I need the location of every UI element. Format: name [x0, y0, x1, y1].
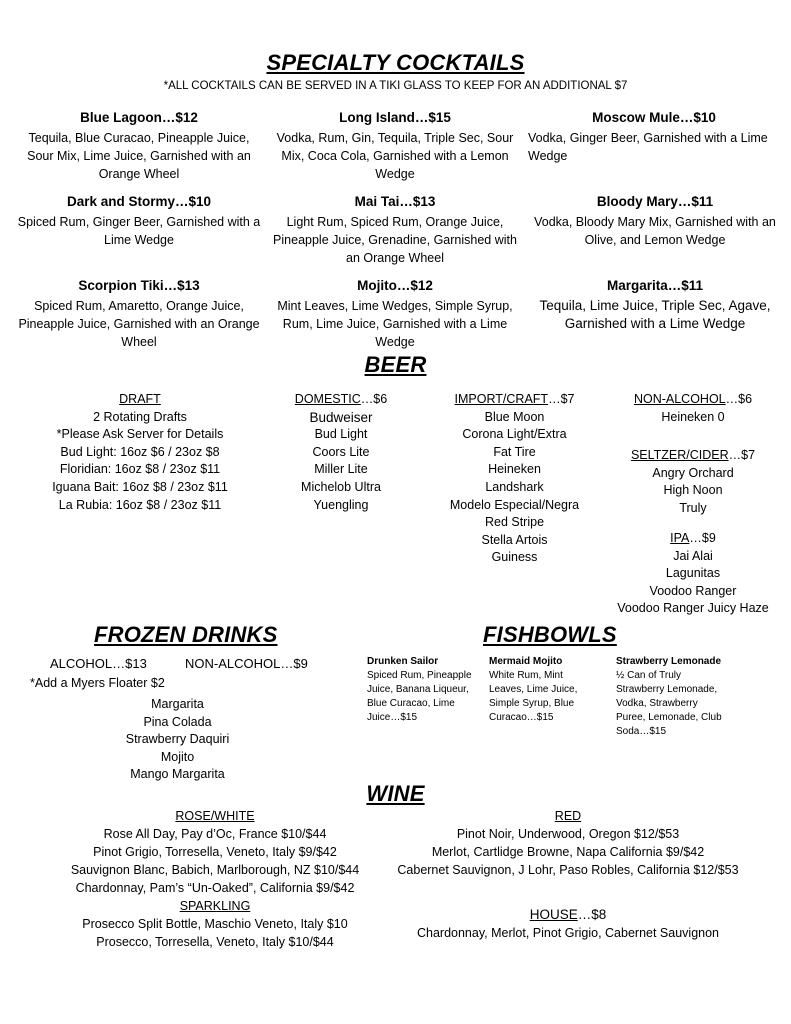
draft-heading: DRAFT — [119, 392, 161, 406]
wine-line: Chardonnay, Pam’s “Un-Oaked”, California $9/$42 — [75, 881, 355, 895]
seltzer-line: High Noon — [663, 483, 723, 498]
fishbowl-desc: Soda…$15 — [616, 726, 667, 737]
cocktail-name: Moscow Mule…$10 — [592, 110, 716, 125]
cocktails-note: *ALL COCKTAILS CAN BE SERVED IN A TIKI GLASS TO KEEP FOR AN ADDITIONAL $7 — [163, 80, 628, 92]
cocktail-name: Long Island…$15 — [339, 110, 451, 125]
cocktail-item — [270, 193, 520, 267]
wine-line: Merlot, Cartlidge Browne, Napa California $9/$42 — [431, 845, 705, 859]
draft-line: Bud Light: 16oz $6 / 23oz $8 — [60, 444, 220, 459]
cocktail-item — [270, 277, 520, 351]
ipa-section — [602, 530, 784, 618]
domestic-price: …$6 — [360, 392, 388, 406]
ipa-line: Lagunitas — [665, 566, 721, 581]
frozen-title: FROZEN DRINKS — [94, 622, 278, 647]
draft-line: *Please Ask Server for Details — [56, 427, 224, 442]
red-heading: RED — [554, 809, 582, 823]
cocktail-desc: Spiced Rum, Amaretto, Orange Juice, Pineapple Juice, Garnished with an Orange Wheel — [18, 299, 260, 349]
cocktail-item — [270, 109, 520, 183]
beer-title: BEER — [364, 352, 427, 377]
ipa-price: …$9 — [689, 531, 716, 545]
seltzer-section — [612, 447, 774, 517]
cocktail-desc: Vodka, Rum, Gin, Tequila, Triple Sec, Sour Mix, Coca Cola, Garnished with a Lemon Wedge — [276, 131, 514, 181]
ipa-line: Jai Alai — [673, 548, 713, 563]
import-line: Red Stripe — [484, 515, 545, 530]
domestic-section — [270, 391, 412, 514]
fishbowl-item — [616, 655, 756, 739]
cocktail-name: Dark and Stormy…$10 — [66, 194, 212, 209]
domestic-line: Coors Lite — [312, 444, 370, 459]
cocktail-desc: Vodka, Ginger Beer, Garnished with a Lime Wedge — [528, 131, 768, 163]
fishbowl-desc: ½ Can of Truly — [616, 670, 682, 681]
frozen-item: Mango Margarita — [130, 767, 225, 782]
seltzer-price: …$7 — [728, 448, 756, 462]
cocktail-name: Mai Tai…$13 — [354, 194, 436, 209]
frozen-item: Margarita — [151, 697, 204, 711]
ipa-line: Voodoo Ranger Juicy Haze — [617, 601, 769, 616]
wine-rose-white-section — [40, 807, 390, 951]
frozen-item: Mojito — [160, 749, 195, 764]
frozen-floater-note: *Add a Myers Floater $2 — [30, 676, 165, 690]
non-alcohol-heading: NON-ALCOHOL — [633, 392, 726, 406]
draft-line: 2 Rotating Drafts — [93, 409, 187, 424]
cocktail-name: Blue Lagoon…$12 — [80, 110, 198, 125]
domestic-line: Yuengling — [313, 497, 369, 512]
import-line: Modelo Especial/Negra — [449, 497, 580, 512]
draft-section — [20, 391, 260, 514]
fishbowl-desc: Leaves, Lime Juice, — [489, 684, 578, 695]
domestic-heading: DOMESTIC — [294, 392, 361, 406]
fishbowl-desc: Juice…$15 — [367, 712, 418, 723]
fishbowl-desc: White Rum, Mint — [489, 670, 563, 681]
frozen-non-alcohol-price: NON-ALCOHOL…$9 — [185, 656, 308, 671]
draft-line: Floridian: 16oz $8 / 23oz $11 — [59, 462, 221, 477]
fishbowl-desc: Puree, Lemonade, Club — [616, 712, 722, 723]
seltzer-line: Angry Orchard — [652, 465, 734, 480]
fishbowl-name: Strawberry Lemonade — [616, 656, 722, 667]
domestic-line: Miller Lite — [314, 462, 368, 477]
cocktail-name: Mojito…$12 — [357, 278, 433, 293]
wine-line: Pinot Noir, Underwood, Oregon $12/$53 — [456, 827, 680, 841]
fishbowl-desc: Vodka, Strawberry — [616, 698, 698, 709]
fishbowl-desc: Spiced Rum, Pineapple — [367, 670, 472, 681]
fishbowl-desc: Blue Curacao, Lime — [367, 698, 455, 709]
wine-line: Chardonnay, Merlot, Pinot Grigio, Cabernet Sauvignon — [416, 926, 720, 940]
wine-line: Prosecco, Torresella, Veneto, Italy $10/$44 — [96, 935, 334, 949]
draft-line: Iguana Bait: 16oz $8 / 23oz $11 — [52, 479, 228, 494]
import-line: Corona Light/Extra — [462, 427, 567, 442]
draft-line: La Rubia: 16oz $8 / 23oz $11 — [58, 497, 222, 512]
house-price: …$8 — [577, 907, 607, 922]
cocktail-desc: Light Rum, Spiced Rum, Orange Juice, Pineapple Juice, Grenadine, Garnished with an Orange Wheel — [273, 215, 517, 265]
cocktail-item — [528, 109, 780, 165]
import-line: Guiness — [491, 550, 538, 565]
cocktail-name: Margarita…$11 — [606, 278, 704, 293]
domestic-line: Michelob Ultra — [301, 479, 381, 494]
cocktail-name: Scorpion Tiki…$13 — [78, 278, 200, 293]
seltzer-heading: SELTZER/CIDER — [630, 448, 729, 462]
frozen-item: Strawberry Daquiri — [125, 732, 230, 747]
frozen-item: Pina Colada — [143, 714, 212, 729]
fishbowl-desc: Strawberry Lemonade, — [616, 684, 718, 695]
ipa-heading: IPA — [670, 531, 690, 545]
cocktail-item — [14, 277, 264, 351]
wine-red-section — [388, 807, 748, 879]
import-price: …$7 — [548, 392, 575, 406]
import-heading: IMPORT/CRAFT — [454, 392, 549, 406]
frozen-alcohol-price: ALCOHOL…$13 — [50, 656, 147, 671]
cocktail-item — [530, 277, 780, 333]
non-alcohol-section — [612, 391, 774, 426]
wine-line: Pinot Grigio, Torresella, Veneto, Italy $9/$42 — [93, 845, 337, 859]
rose-white-heading: ROSE/WHITE — [175, 809, 255, 823]
wine-line: Sauvignon Blanc, Babich, Marlborough, NZ $10/$44 — [70, 863, 360, 877]
domestic-line: Bud Light — [314, 427, 368, 442]
fishbowl-item — [367, 655, 487, 725]
wine-line: Cabernet Sauvignon, J Lohr, Paso Robles, California $12/$53 — [397, 863, 739, 877]
domestic-line: Budweiser — [309, 409, 373, 425]
non-alcohol-line: Heineken 0 — [661, 409, 725, 424]
cocktail-desc: Spiced Rum, Ginger Beer, Garnished with a Lime Wedge — [17, 215, 261, 247]
house-heading: HOUSE — [529, 907, 578, 922]
fishbowl-desc: Juice, Banana Liqueur, — [367, 684, 469, 695]
wine-line: Rose All Day, Pay d’Oc, France $10/$44 — [103, 827, 327, 841]
fishbowl-desc: Curacao…$15 — [489, 712, 554, 723]
fishbowl-name: Drunken Sailor — [367, 656, 439, 667]
sparkling-heading: SPARKLING — [179, 899, 251, 913]
import-line: Fat Tire — [493, 444, 536, 459]
cocktail-desc: Vodka, Bloody Mary Mix, Garnished with an Olive, and Lemon Wedge — [534, 215, 776, 247]
wine-title: WINE — [366, 781, 425, 806]
import-line: Blue Moon — [484, 409, 545, 424]
seltzer-line: Truly — [679, 500, 707, 515]
cocktail-desc: Tequila, Blue Curacao, Pineapple Juice, Sour Mix, Lime Juice, Garnished with an Orange Wheel — [27, 131, 251, 181]
cocktails-title: SPECIALTY COCKTAILS — [266, 50, 525, 75]
non-alcohol-price: …$6 — [725, 392, 753, 406]
import-line: Landshark — [485, 479, 544, 494]
import-line: Heineken — [488, 462, 541, 477]
cocktail-desc: Tequila, Lime Juice, Triple Sec, Agave, Garnished with a Lime Wedge — [539, 298, 771, 331]
fishbowls-title: FISHBOWLS — [483, 622, 617, 647]
frozen-list — [90, 696, 265, 784]
fishbowl-desc: Simple Syrup, Blue — [489, 698, 575, 709]
fishbowl-name: Mermaid Mojito — [489, 656, 563, 667]
fishbowl-item — [489, 655, 609, 725]
cocktail-item — [530, 193, 780, 249]
cocktail-item — [14, 193, 264, 249]
cocktail-desc: Mint Leaves, Lime Wedges, Simple Syrup, Rum, Lime Juice, Garnished with a Lime Wedge — [277, 299, 513, 349]
import-section — [432, 391, 597, 567]
wine-house-section — [388, 906, 748, 942]
ipa-line: Voodoo Ranger — [649, 583, 737, 598]
wine-line: Prosecco Split Bottle, Maschio Veneto, Italy $10 — [82, 917, 348, 931]
cocktail-name: Bloody Mary…$11 — [596, 194, 714, 209]
cocktail-item — [14, 109, 264, 183]
import-line: Stella Artois — [481, 532, 548, 547]
